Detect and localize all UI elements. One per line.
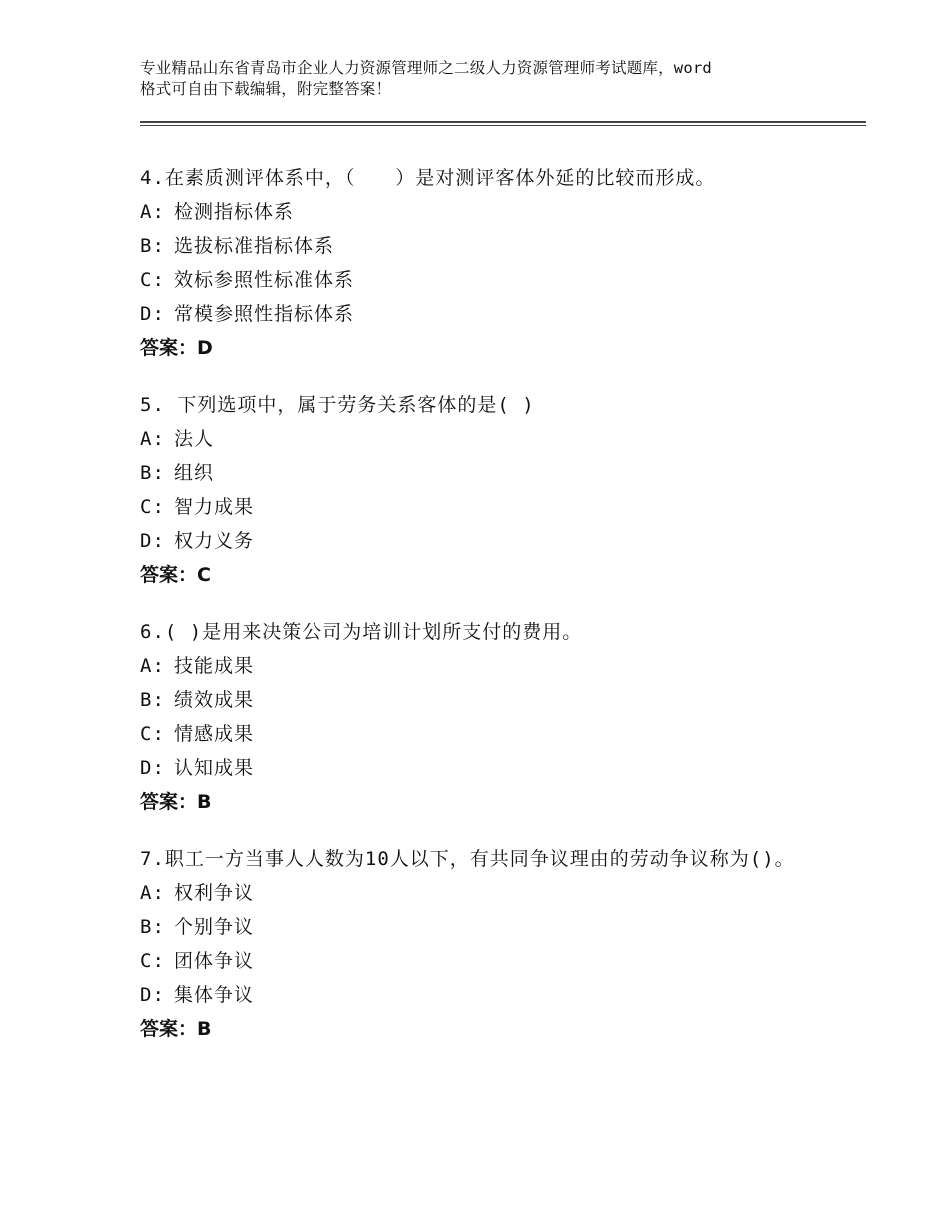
option-text: 集体争议 [174,984,255,1006]
question-text: 6.( )是用来决策公司为培训计划所支付的费用。 [140,621,583,643]
question-list [140,162,820,1070]
option-text: 法人 [174,428,215,450]
option-a [140,649,820,683]
option-b [140,910,820,944]
option-c [140,263,820,297]
option-letter: C: [140,950,165,972]
header-line-1: 专业精品山东省青岛市企业人力资源管理师之二级人力资源管理师考试题库，word [140,59,712,77]
option-letter: A: [140,428,165,450]
option-text: 选拔标准指标体系 [174,235,335,257]
option-c [140,717,820,751]
answer-label: 答案：D [140,337,213,359]
option-b [140,229,820,263]
question-5 [140,389,820,592]
option-letter: A: [140,655,165,677]
option-letter: A: [140,882,165,904]
option-text: 技能成果 [174,655,255,677]
header-line-2: 格式可自由下载编辑，附完整答案！ [140,80,392,98]
option-letter: B: [140,916,165,938]
option-letter: D: [140,303,165,325]
option-text: 效标参照性标准体系 [174,269,355,291]
option-text: 智力成果 [174,496,255,518]
document-header [140,58,840,100]
header-divider [140,121,866,126]
option-text: 常模参照性指标体系 [174,303,355,325]
option-letter: C: [140,723,165,745]
option-letter: C: [140,496,165,518]
option-d [140,751,820,785]
option-a [140,876,820,910]
question-4 [140,162,820,365]
answer-label: 答案：C [140,564,211,586]
option-text: 权利争议 [174,882,255,904]
option-b [140,456,820,490]
question-7 [140,843,820,1046]
question-text: 7.职工一方当事人人数为10人以下，有共同争议理由的劳动争议称为()。 [140,848,795,870]
option-text: 团体争议 [174,950,255,972]
option-d [140,524,820,558]
option-letter: A: [140,201,165,223]
answer-label: 答案：B [140,1018,212,1040]
option-a [140,422,820,456]
option-d [140,297,820,331]
option-letter: B: [140,689,165,711]
question-6 [140,616,820,819]
option-letter: B: [140,462,165,484]
option-text: 绩效成果 [174,689,255,711]
option-text: 情感成果 [174,723,255,745]
option-letter: D: [140,757,165,779]
option-a [140,195,820,229]
option-d [140,978,820,1012]
option-b [140,683,820,717]
option-letter: D: [140,984,165,1006]
option-text: 检测指标体系 [174,201,295,223]
option-c [140,944,820,978]
question-text: 5. 下列选项中，属于劳务关系客体的是( ) [140,394,535,416]
option-letter: D: [140,530,165,552]
option-letter: B: [140,235,165,257]
option-c [140,490,820,524]
option-text: 权力义务 [174,530,255,552]
question-text: 4.在素质测评体系中，（ ）是对测评客体外延的比较而形成。 [140,167,716,189]
option-letter: C: [140,269,165,291]
option-text: 认知成果 [174,757,255,779]
answer-label: 答案：B [140,791,212,813]
option-text: 组织 [174,462,215,484]
option-text: 个别争议 [174,916,255,938]
